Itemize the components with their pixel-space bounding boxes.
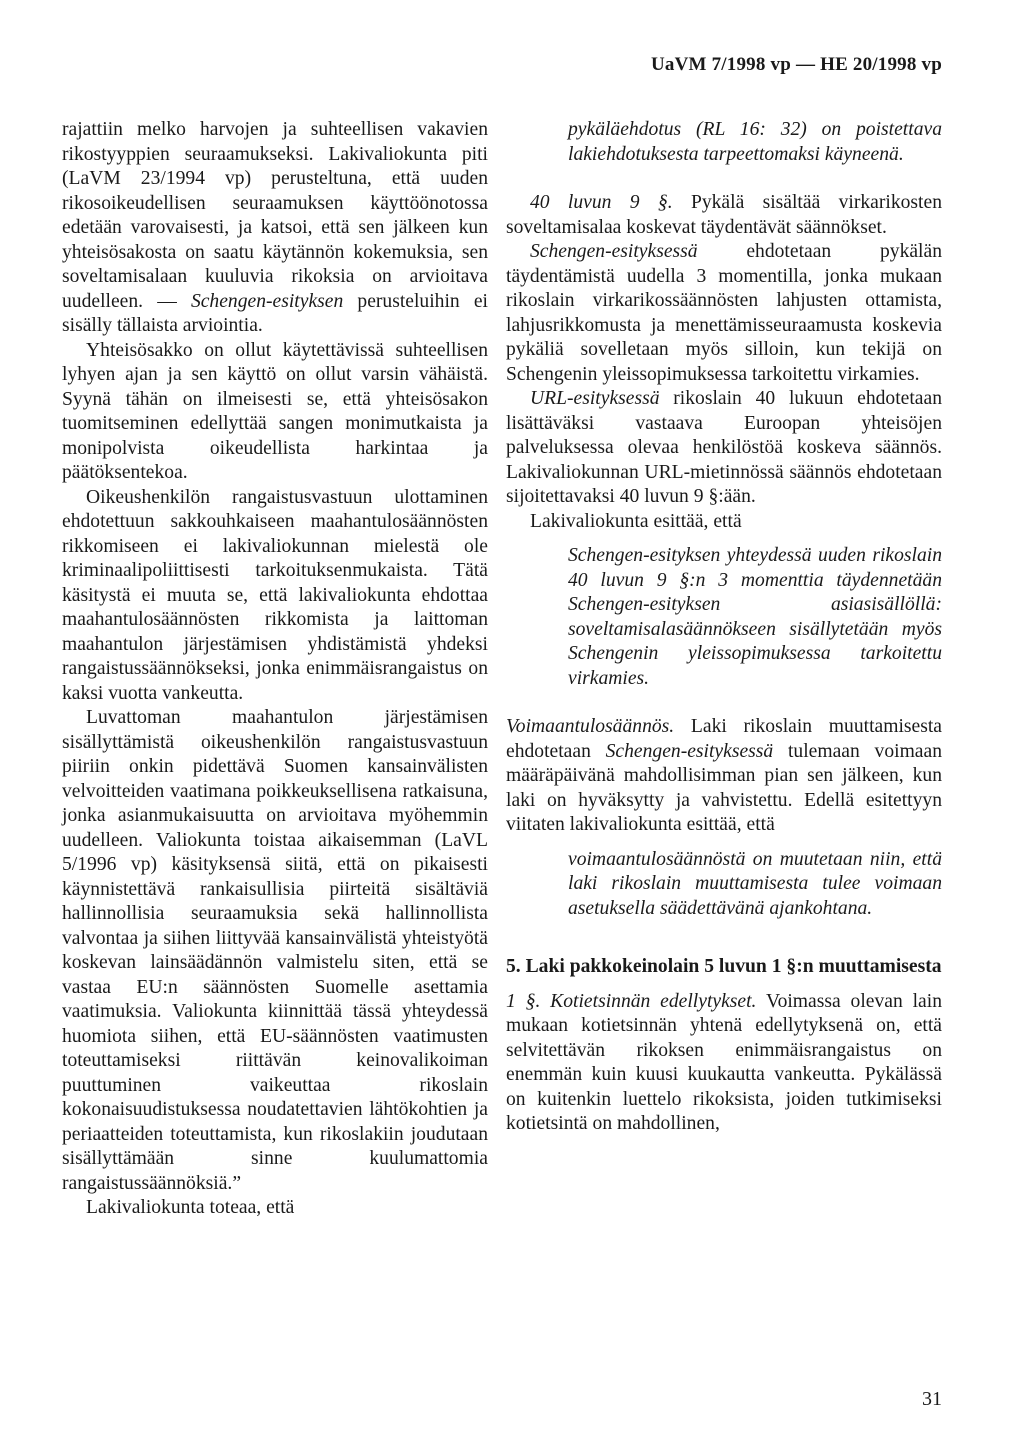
- paragraph: 1 §. Kotietsinnän edellytykset. Voimassa olevan lain mukaan kotietsinnän yhtenä edellytyksenä on, että selvitettävän rikoksen enimmäisrangaistus on enemmän kuin kuusi kuukautta vankeutta. Pykälässä on kuitenkin luettelo rikoksista, joiden tutkimiseksi kotietsintä on mahdollinen,: [506, 990, 942, 1134]
- page-header: UaVM 7/1998 vp — HE 20/1998 vp: [650, 54, 942, 75]
- paragraph: Lakivaliokunta toteaa, että: [86, 1197, 295, 1218]
- paragraph: URL-esityksessä rikoslain 40 lukuun ehdotetaan lisättäväksi vastaava Euroopan yhteisöjen palveluksessa olevaa henkilöstöä koskeva säännös. Lakivaliokunnan URL-mietinnössä säännös ehdotetaan sijoitettavaksi 40 luvun 9 §:ään.: [506, 388, 942, 507]
- quoted-proposal: Schengen-esityksen yhteydessä uuden rikoslain 40 luvun 9 §:n 3 momenttia täydennetään Schengen-esityksen asiasisällöllä: soveltamisalasäännökseen sisällytetään myös Schengenin yleissopimuksessa tarkoitettu virkamies.: [568, 545, 942, 689]
- paragraph: Schengen-esityksessä ehdotetaan pykälän täydentämistä uudella 3 momentilla, jonka mukaan rikoslain virkarikossäännösten lahjusten ottamista, lahjusrikkomusta ja menettämisseuraamusta koskevia pykäliä sovelletaan myös silloin, kun tekijä on Schengenin yleissopimuksessa tarkoitettu virkamies.: [506, 241, 942, 385]
- paragraph: Yhteisösakko on ollut käytettävissä suhteellisen lyhyen ajan ja sen käyttö on ollut varsin vähäistä. Syynä tähän on ilmeisesti se, että yhteisösakon tuomitseminen edellyttää sangen monimutkaista ja monipolvista oikeudellista harkintaa ja päätöksentekoa.: [62, 339, 488, 483]
- section-heading: 5. Laki pakkokeinolain 5 luvun 1 §:n muuttamisesta: [506, 956, 942, 977]
- paragraph: Lakivaliokunta esittää, että: [530, 510, 742, 532]
- quoted-proposal: voimaantulosäännöstä on muutetaan niin, että laki rikoslain muuttamisesta tulee voimaan asetuksella säädettävänä ajankohtana.: [568, 848, 942, 919]
- quoted-proposal: pykäläehdotus (RL 16: 32) on poistettava lakiehdotuksesta tarpeettomaksi käyneenä.: [568, 119, 942, 165]
- right-column: [506, 118, 942, 1137]
- left-column: [62, 118, 488, 1221]
- page-number: 31: [922, 1388, 942, 1410]
- paragraph: Voimaantulosäännös. Laki rikoslain muuttamisesta ehdotetaan Schengen-esityksessä tulemaan voimaan määräpäivänä mahdollisimman pian sen jälkeen, kun laki on hyväksytty ja vahvistettu. Edellä esitettyyn viitaten lakivaliokunta esittää, että: [506, 716, 942, 835]
- paragraph: rajattiin melko harvojen ja suhteellisen vakavien rikostyyppien seuraamukseksi. Lakivaliokunta piti (LaVM 23/1994 vp) perusteltuna, että uuden rikosoikeudellisen seuraamuksen käyttöönotossa edetään varovaisesti, ja katsoi, että sen jälkeen kun yhteisösakosta on saatu käytännön kokemuksia, sen soveltamisalaan kuuluvia rikoksia on arvioitava uudelleen. — Schengen-esityksen perusteluihin ei sisälly tällaista arviointia.: [62, 119, 488, 336]
- paragraph: Luvattoman maahantulon järjestämisen sisällyttämistä oikeushenkilön rangaistusvastuun piiriin onkin pidettävä Suomen kansainvälisten velvoitteiden vaatimana poikkeuksellisena ratkaisuna, jonka asianmukaisuutta on arvioitava myöhemmin uudelleen. Valiokunta toistaa aikaisemman (LaVL 5/1996 vp) käsityksensä siitä, että on pikaisesti käynnistettävä rankaisullisia piirteitä sisältäviä hallinnollisia seuraamuksia sekä hallinnollista valvontaa ja siihen liittyvää kansainvälistä yhteistyötä koskevan lainsäädännön valmistelu siten, että se vastaa EU:n säännösten Suomelle asettamia vaatimuksia. Valiokunta kiinnittää tässä yhteydessä huomiota siihen, että EU-säännösten vaatimusten toteuttamiseksi riittävän keinovalikoiman puuttuminen vaikeuttaa rikoslain kokonaisuudistuksessa noudatettavien lähtökohtien ja periaatteiden toteuttamista, kun rikoslakiin joudutaan sisällyttämään sinne kuulumattomia rangaistussäännöksiä.”: [62, 707, 488, 1194]
- paragraph: Oikeushenkilön rangaistusvastuun ulottaminen ehdotettuun sakkouhkaiseen maahantulosäännösten rikkomiseen ei lakivaliokunnan mielestä ole kriminaalipoliittisesti tarkoituksenmukaista. Tätä käsitystä ei muuta se, että lakivaliokunta ehdottaa maahantulosäännösten rikkomista ja laittoman maahantulon järjestämisen yhdistämistä yhdeksi rangaistussäännökseksi, jonka enimmäisrangaistus on kaksi vuotta vankeutta.: [62, 486, 488, 704]
- paragraph: 40 luvun 9 §. Pykälä sisältää virkarikosten soveltamisalaa koskevat täydentävät säännökset.: [506, 192, 942, 238]
